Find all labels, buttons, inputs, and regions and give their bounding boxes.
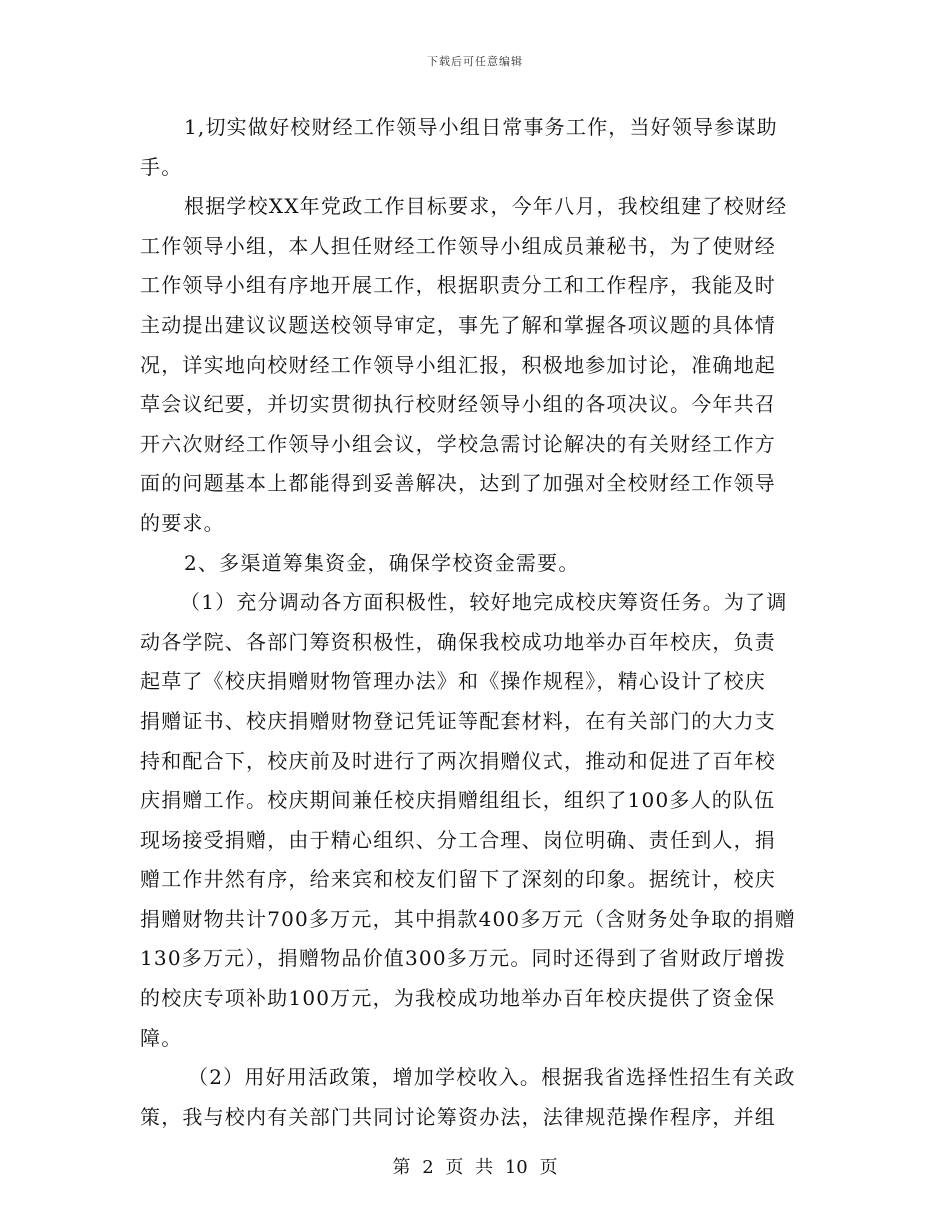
paragraph-line: 面的问题基本上都能得到妥善解决，达到了加强对全校财经工作领导 <box>140 471 776 496</box>
paragraph-line: 动各学院、各部门筹资积极性，确保我校成功地举办百年校庆，负责 <box>140 629 776 654</box>
paragraph-line: 起草了《校庆捐赠财物管理办法》和《操作规程》，精心设计了校庆 <box>140 669 766 694</box>
paragraph-line: 现场接受捐赠，由于精心组织、分工合理、岗位明确、责任到人，捐 <box>140 827 776 852</box>
paragraph-line: 工作领导小组，本人担任财经工作领导小组成员兼秘书，为了使财经 <box>140 233 776 258</box>
paragraph-line: 赠工作井然有序，给来宾和校友们留下了深刻的印象。据统计，校庆 <box>140 867 776 892</box>
paragraph-line: （2）用好用活政策，增加学校收入。根据我省选择性招生有关政 <box>188 1065 796 1090</box>
paragraph-line: 130多万元），捐赠物品价值300多万元。同时还得到了省财政厅增拨 <box>140 946 786 971</box>
paragraph-line: 障。 <box>140 1025 183 1050</box>
paragraph-line: 况，详实地向校财经工作领导小组汇报，积极地参加讨论，准确地起 <box>140 352 776 377</box>
paragraph-line: 的要求。 <box>140 510 225 535</box>
paragraph-line: 手。 <box>140 154 183 179</box>
paragraph-line: 开六次财经工作领导小组会议，学校急需讨论解决的有关财经工作方 <box>140 431 776 456</box>
paragraph-line: （1）充分调动各方面积极性，较好地完成校庆筹资任务。为了调 <box>180 590 788 615</box>
paragraph-line: 策，我与校内有关部门共同讨论筹资办法，法律规范操作程序，并组 <box>140 1104 776 1129</box>
paragraph-line: 根据学校XX年党政工作目标要求，今年八月，我校组建了校财经 <box>184 194 788 219</box>
paragraph-line: 捐赠证书、校庆捐赠财物登记凭证等配套材料，在有关部门的大力支 <box>140 708 776 733</box>
paragraph-line: 的校庆专项补助100万元，为我校成功地举办百年校庆提供了资金保 <box>140 986 776 1011</box>
paragraph-line: 持和配合下，校庆前及时进行了两次捐赠仪式，推动和促进了百年校 <box>140 748 776 773</box>
paragraph-line: 工作领导小组有序地开展工作，根据职责分工和工作程序，我能及时 <box>140 273 776 298</box>
paragraph-line: 1,切实做好校财经工作领导小组日常事务工作，当好领导参谋助 <box>184 115 778 139</box>
paragraph-line: 捐赠财物共计700多万元，其中捐款400多万元（含财务处争取的捐赠 <box>140 906 796 931</box>
paragraph-line: 草会议纪要，并切实贯彻执行校财经领导小组的各项决议。今年共召 <box>140 392 776 417</box>
paragraph-line: 主动提出建议议题送校领导审定，事先了解和掌握各项议题的具体情 <box>140 312 776 337</box>
page-number-footer: 第 2 页 共 10 页 <box>392 1157 558 1178</box>
document-body <box>140 108 812 1137</box>
section-heading: 2、多渠道筹集资金，确保学校资金需要。 <box>184 550 580 575</box>
page-header: 下载后可任意编辑 <box>427 55 523 68</box>
paragraph-line: 庆捐赠工作。校庆期间兼任校庆捐赠组组长，组织了100多人的队伍 <box>140 788 776 813</box>
